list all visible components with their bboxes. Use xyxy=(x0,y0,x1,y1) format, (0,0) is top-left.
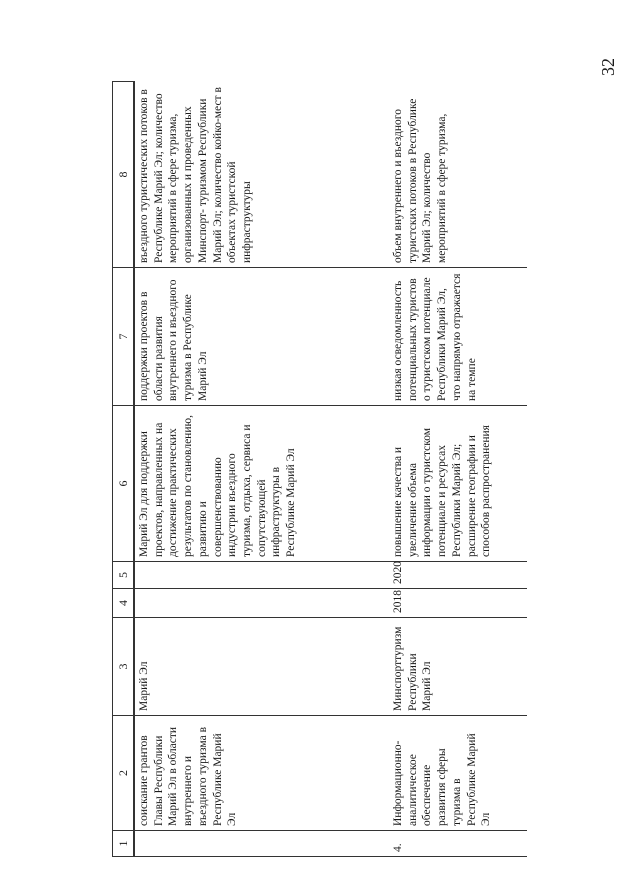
cell-end-year xyxy=(134,562,383,589)
rotated-table-container xyxy=(112,82,527,857)
header-col-2: 2 xyxy=(113,716,135,831)
cell-start-year: 2018 xyxy=(383,589,527,618)
cell-start-year xyxy=(134,589,383,618)
page-number: 32 xyxy=(598,58,618,76)
header-col-7: 7 xyxy=(113,268,135,406)
cell-expected-result: повышение качества и увеличение объема информации о туристском потенциале и ресурсах Республики Марий Эл; расширение географии и способов распространения xyxy=(383,406,527,562)
cell-indicators: въездного туристических потоков в Республике Марий Эл; количество мероприятий в сфере туризма, организованных и проведенных Минспорт- туризмом Республики Марий Эл; количество койко-мест в объектах туристской инфраструктуры xyxy=(134,82,383,268)
cell-indicators: объем внутреннего и въездного туристских потоков в Республике Марий Эл; количество мероприятий в сфере туризма, xyxy=(383,82,527,268)
cell-activity: Информационно- аналитическое обеспечение развития сферы туризма в Республике Марий Эл xyxy=(383,716,527,831)
table-row xyxy=(134,82,383,857)
header-col-4: 4 xyxy=(113,589,135,618)
cell-consequences: поддержки проектов в области развития внутреннего и въездного туризма в Республике Марий Эл xyxy=(134,268,383,406)
table-row xyxy=(383,82,527,857)
cell-activity: соискание грантов Главы Республики Марий Эл в области внутреннего и въездного туризма в Республике Марий Эл xyxy=(134,716,383,831)
cell-number xyxy=(134,831,383,857)
header-col-5: 5 xyxy=(113,562,135,589)
cell-number: 4. xyxy=(383,831,527,857)
header-col-6: 6 xyxy=(113,406,135,562)
cell-executor: Марий Эл xyxy=(134,618,383,716)
cell-executor: Минспорттуризм Республики Марий Эл xyxy=(383,618,527,716)
header-col-8: 8 xyxy=(113,82,135,268)
header-row xyxy=(113,82,135,857)
header-col-1: 1 xyxy=(113,831,135,857)
program-table xyxy=(112,81,527,857)
cell-expected-result: Марий Эл для поддержки проектов, направленных на достижение практических результатов по становлению, развитию и совершенствованию индустрии въездного туризма, отдыха, сервиса и сопутствующей инфраструктуры в Республике Марий Эл xyxy=(134,406,383,562)
cell-consequences: низкая осведомленность потенциальных туристов о туристском потенциале Республики Марий Эл, что напрямую отражается на темпе xyxy=(383,268,527,406)
header-col-3: 3 xyxy=(113,618,135,716)
cell-end-year: 2020 xyxy=(383,562,527,589)
